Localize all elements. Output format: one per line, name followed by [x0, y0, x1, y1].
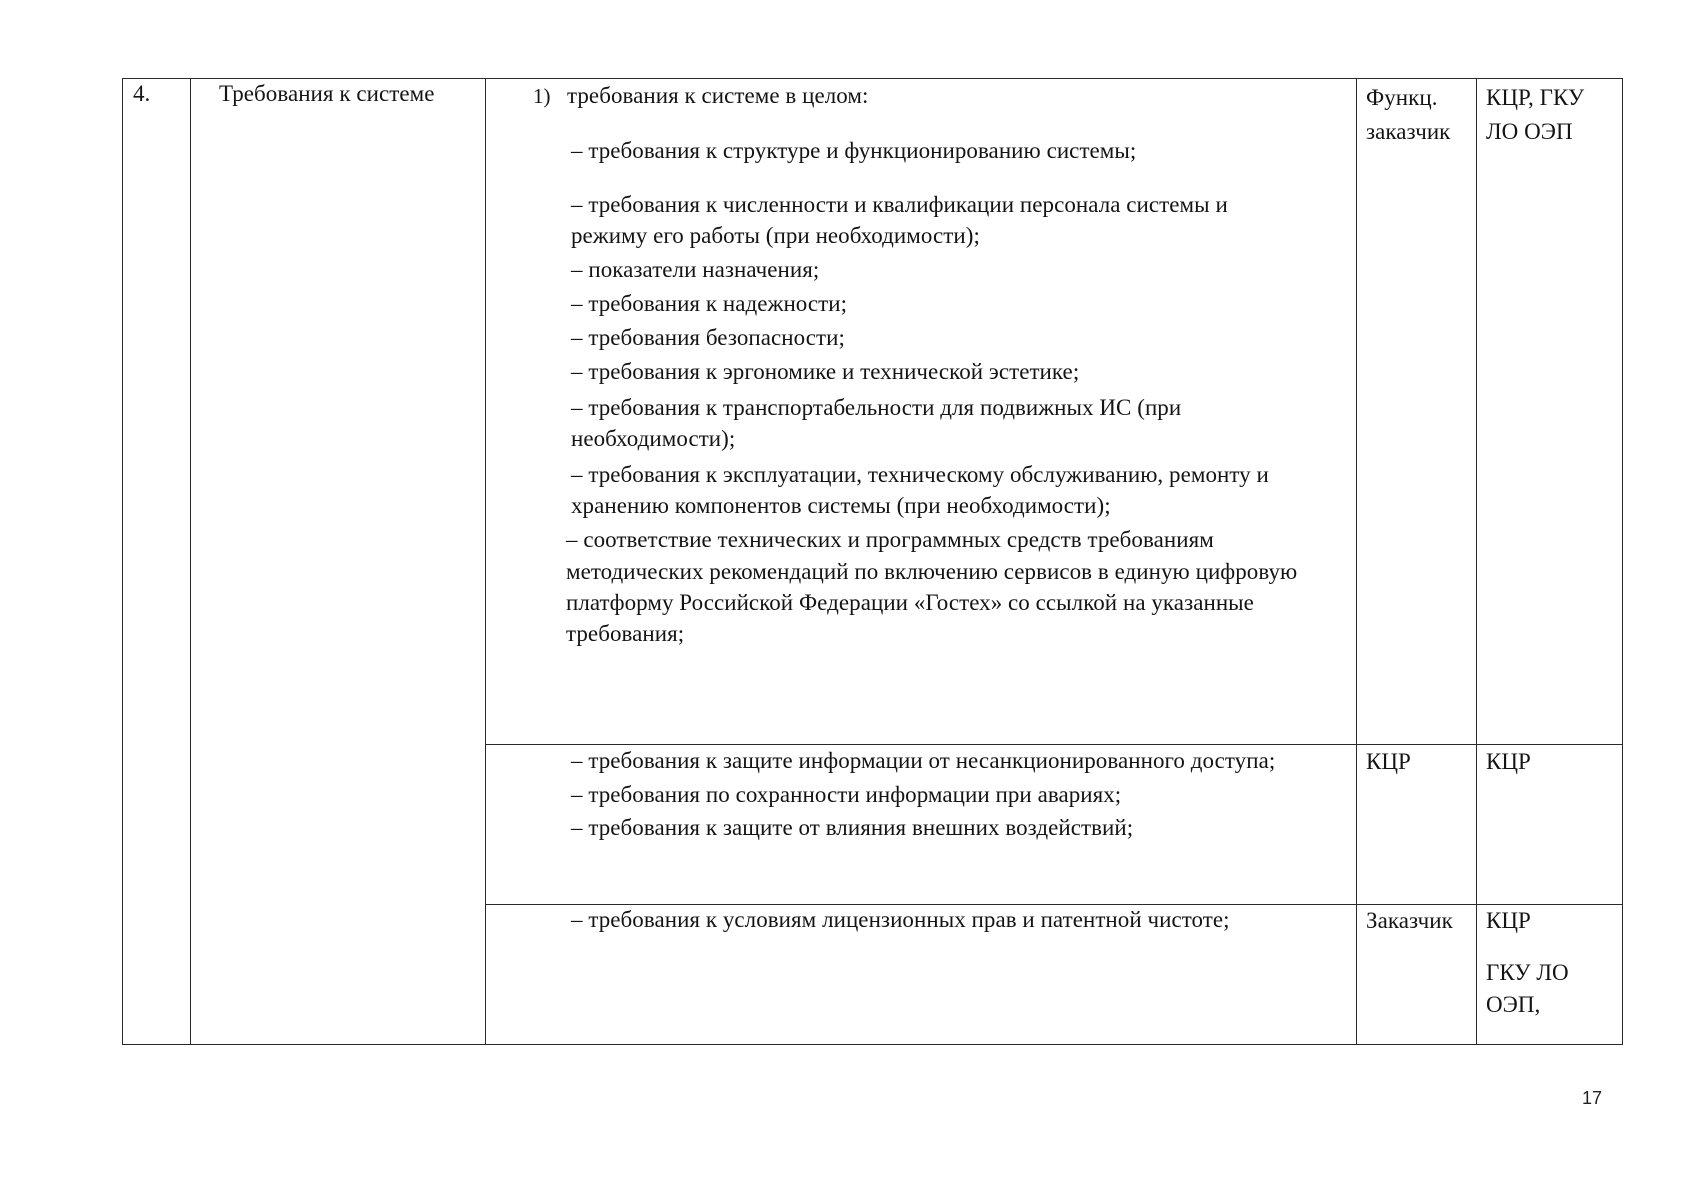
executor-label: ОЭП, — [1486, 992, 1541, 1017]
requirement-line: платформу Российской Федерации «Гостех» со ссылкой на указанные — [566, 590, 1254, 615]
requirement-line: – требования к эргономике и технической эстетике; — [571, 359, 1080, 384]
requirement-line: – требования к транспортабельности для подвижных ИС (при — [571, 395, 1182, 420]
requirement-line: – требования к численности и квалификации персонала системы и — [571, 192, 1228, 217]
requirement-line: – требования к защите информации от несанкционированного доступа; — [571, 748, 1276, 773]
executor-label: ГКУ ЛО — [1486, 960, 1569, 985]
requirement-line: – требования к эксплуатации, техническому обслуживанию, ремонту и — [571, 462, 1269, 487]
requirement-line: методических рекомендаций по включению сервисов в единую цифровую — [566, 559, 1298, 584]
responsible-label: Функц. — [1366, 85, 1438, 110]
item-marker: 1) — [533, 84, 551, 108]
requirement-line: – требования по сохранности информации при авариях; — [571, 782, 1122, 807]
requirement-line: – требования к защите от влияния внешних воздействий; — [571, 815, 1134, 840]
requirement-line: режиму его работы (при необходимости); — [571, 223, 980, 248]
responsible-label: заказчик — [1366, 119, 1451, 144]
requirement-line: необходимости); — [571, 426, 736, 451]
executor-label: КЦР — [1486, 908, 1531, 933]
requirement-line: – показатели назначения; — [571, 257, 820, 282]
requirement-line: – требования безопасности; — [571, 325, 845, 350]
requirement-line: хранению компонентов системы (при необходимости); — [571, 493, 1111, 518]
section-title: Требования к системе — [219, 81, 435, 106]
item-heading: требования к системе в целом: — [567, 83, 869, 108]
requirement-line: – требования к структуре и функционированию системы; — [571, 138, 1137, 163]
executor-label: КЦР, ГКУ — [1486, 85, 1585, 110]
executor-label: КЦР — [1486, 749, 1531, 774]
row-number: 4. — [133, 81, 151, 106]
requirement-line: требования; — [566, 621, 685, 646]
executor-label: ЛО ОЭП — [1486, 119, 1573, 144]
requirement-line: – соответствие технических и программных средств требованиям — [566, 527, 1214, 552]
responsible-label: КЦР — [1366, 749, 1411, 774]
requirement-line: – требования к надежности; — [571, 291, 848, 316]
responsible-label: Заказчик — [1366, 908, 1453, 933]
requirement-line: – требования к условиям лицензионных прав и патентной чистоте; — [571, 907, 1230, 932]
page-number: 17 — [1582, 1088, 1603, 1108]
